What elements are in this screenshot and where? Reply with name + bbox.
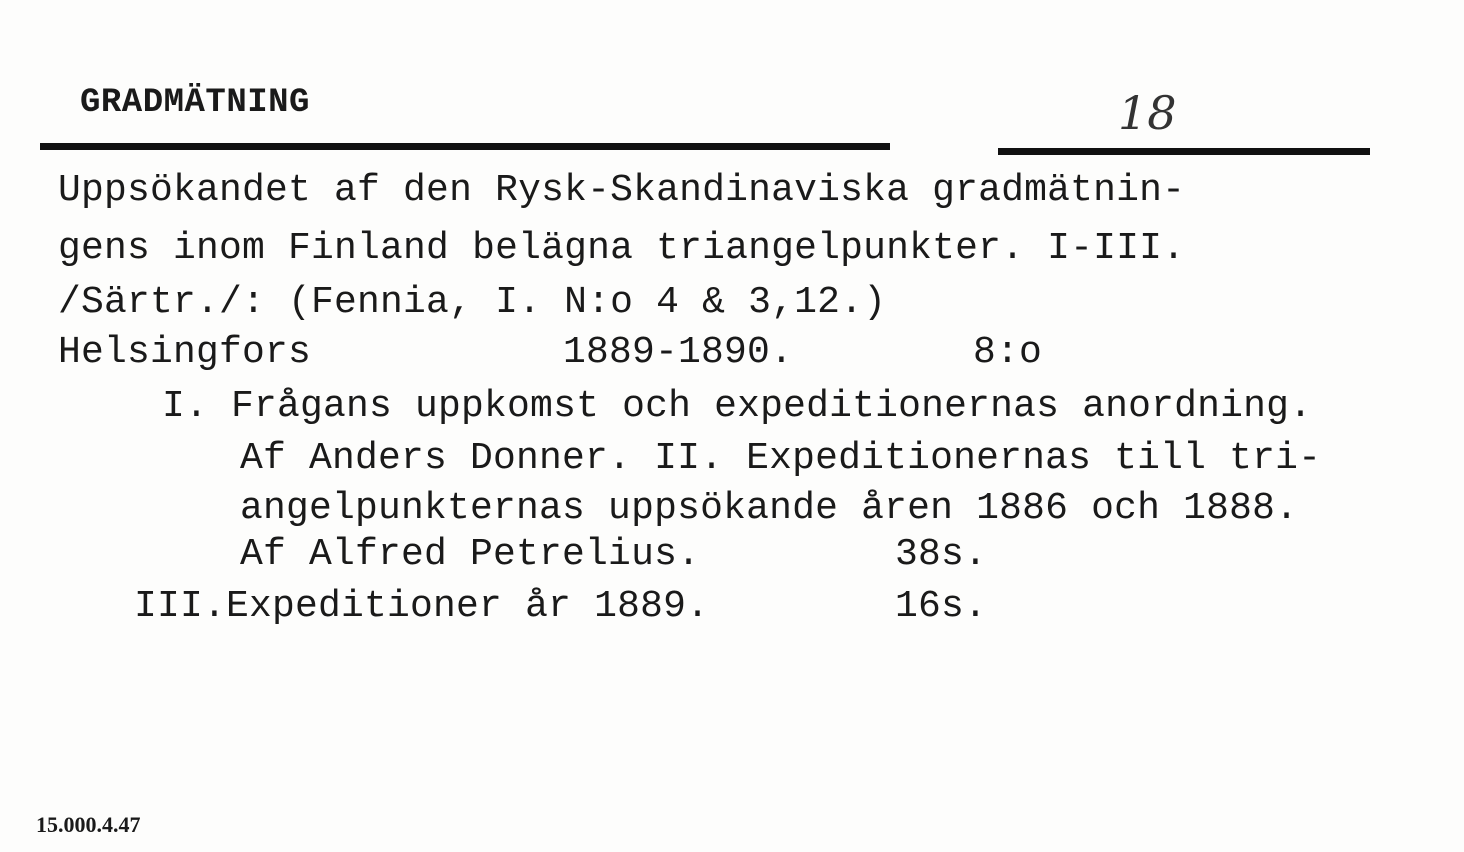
title-line-3: /Särtr./: (Fennia, I. N:o 4 & 3,12.) (58, 281, 887, 324)
part2-pages: 38s. (895, 533, 988, 576)
heading-rule-right (998, 148, 1370, 155)
print-run-code: 15.000.4.47 (36, 812, 141, 837)
contents-line-2: Af Anders Donner. II. Expeditionernas till tri- (240, 437, 1322, 480)
contents-line-5 (134, 585, 1134, 628)
shelf-number: 18 (1118, 86, 1177, 140)
imprint-place: Helsingfors (58, 331, 312, 374)
contents-line-3: angelpunkternas uppsökande åren 1886 och 1888. (240, 487, 1299, 530)
heading-rule-left (40, 143, 890, 150)
title-line-1: Uppsökandet af den Rysk-Skandinaviska gradmätnin- (58, 169, 1186, 212)
title-line-2: gens inom Finland belägna triangelpunkter. I-III. (58, 227, 1186, 270)
imprint-years: 1889-1890. (563, 331, 794, 374)
contents-line-1: I. Frågans uppkomst och expeditionernas anordning. (162, 385, 1313, 428)
part2-author: Af Alfred Petrelius. (240, 533, 701, 576)
imprint-format: 8:o (973, 331, 1043, 374)
part3-title: III.Expeditioner år 1889. (134, 585, 710, 628)
part3-pages: 16s. (895, 585, 988, 628)
imprint-line (58, 331, 1158, 374)
subject-heading: GRADMÄTNING (80, 84, 310, 122)
contents-line-4 (240, 533, 1140, 576)
